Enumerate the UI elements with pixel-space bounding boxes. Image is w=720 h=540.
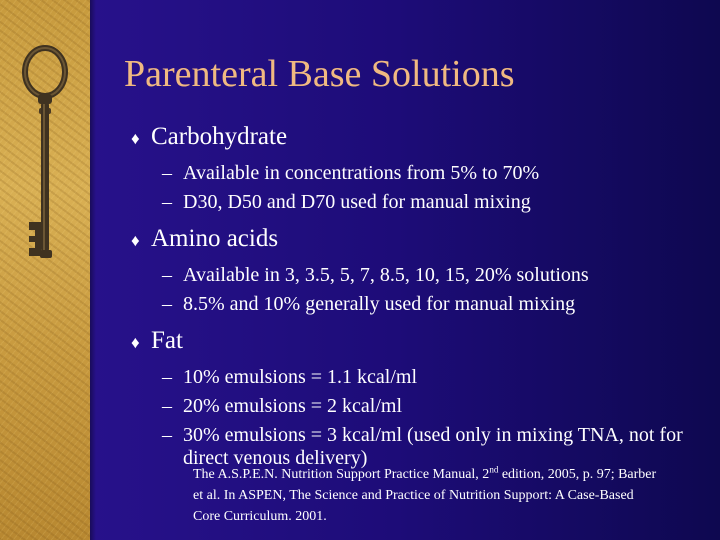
bullet-carbohydrate <box>131 122 716 154</box>
bullet-glyph-icon: ♦ <box>131 333 140 352</box>
sub-item-text: 10% emulsions = 1.1 kcal/ml <box>183 366 418 388</box>
sub-item <box>162 264 716 287</box>
antique-key-icon <box>12 42 78 272</box>
parchment-strip <box>0 0 90 540</box>
slide-title: Parenteral Base Solutions <box>124 53 515 95</box>
bullet-heading: Carbohydrate <box>151 123 288 150</box>
bullet-amino-acids <box>131 224 716 256</box>
sub-item <box>162 191 716 214</box>
dash-icon: – <box>162 162 172 184</box>
reference-citation <box>193 464 663 527</box>
bullet-fat <box>131 326 716 358</box>
sub-item <box>162 162 716 185</box>
slide-body <box>131 122 716 480</box>
strip-shadow <box>90 0 96 540</box>
sub-item-text: 20% emulsions = 2 kcal/ml <box>183 395 403 417</box>
dash-icon: – <box>162 424 172 446</box>
sub-item-text: 30% emulsions = 3 kcal/ml (used only in mixing TNA, not for direct venous delivery) <box>183 424 683 469</box>
bullet-heading: Amino acids <box>151 225 279 252</box>
bullet-glyph-icon: ♦ <box>131 231 140 250</box>
sub-item <box>162 395 716 418</box>
sub-item <box>162 366 716 389</box>
sub-item-text: 8.5% and 10% generally used for manual mixing <box>183 293 576 315</box>
sub-list-carbohydrate <box>162 162 716 214</box>
dash-icon: – <box>162 366 172 388</box>
bullet-heading: Fat <box>151 327 183 354</box>
dash-icon: – <box>162 191 172 213</box>
sub-item-text: D30, D50 and D70 used for manual mixing <box>183 191 531 213</box>
dash-icon: – <box>162 264 172 286</box>
sub-item <box>162 293 716 316</box>
sub-list-amino-acids <box>162 264 716 316</box>
dash-icon: – <box>162 395 172 417</box>
bullet-glyph-icon: ♦ <box>131 129 140 148</box>
reference-text-start: The A.S.P.E.N. Nutrition Support Practice Manual, 2 <box>193 467 490 482</box>
sub-item-text: Available in 3, 3.5, 5, 7, 8.5, 10, 15, 20% solutions <box>183 264 589 286</box>
reference-text-end: edition, 2005, p. 97; Barber et al. In ASPEN, The Science and Practice of Nutrition Support: A Case-Based Core Curriculum. 2001. <box>193 467 657 524</box>
dash-icon: – <box>162 293 172 315</box>
sub-list-fat <box>162 366 716 470</box>
sub-item-text: Available in concentrations from 5% to 70% <box>183 162 540 184</box>
reference-superscript: nd <box>489 464 499 475</box>
